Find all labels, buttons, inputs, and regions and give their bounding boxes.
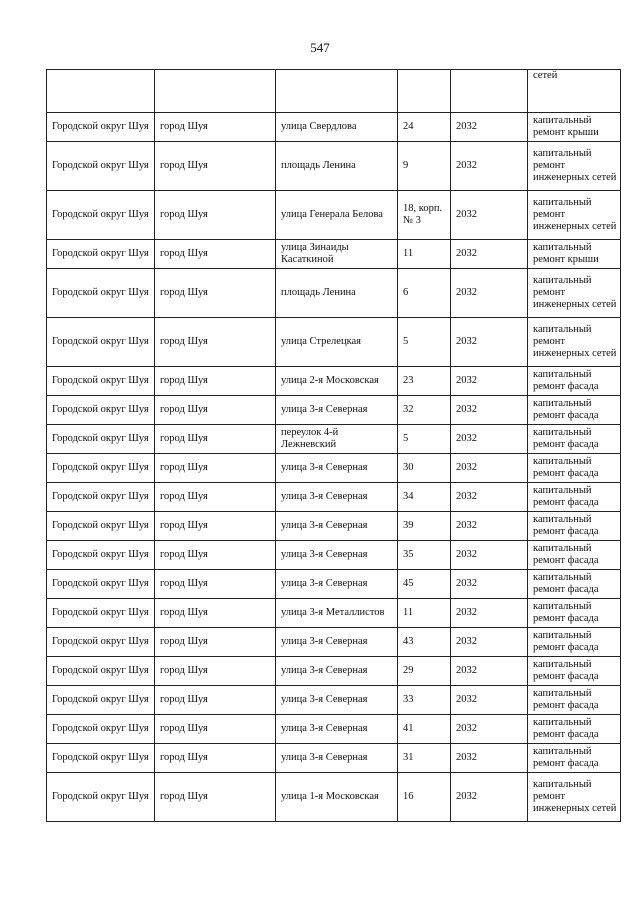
cell-year: 2032 (451, 599, 528, 628)
cell-work-type: капитальный ремонт фасада (528, 628, 621, 657)
cell-municipality: Городской округ Шуя (47, 113, 155, 142)
cell-settlement: город Шуя (155, 318, 276, 367)
cell-street (276, 70, 398, 113)
cell-year: 2032 (451, 657, 528, 686)
cell-work-type: капитальный ремонт инженерных сетей (528, 142, 621, 191)
cell-house: 5 (398, 425, 451, 454)
cell-settlement: город Шуя (155, 113, 276, 142)
cell-house: 9 (398, 142, 451, 191)
cell-work-type: капитальный ремонт фасада (528, 483, 621, 512)
table-row (47, 483, 621, 512)
table-body (47, 70, 621, 822)
cell-municipality: Городской округ Шуя (47, 715, 155, 744)
cell-settlement: город Шуя (155, 483, 276, 512)
cell-settlement: город Шуя (155, 773, 276, 822)
cell-house: 24 (398, 113, 451, 142)
cell-work-type: капитальный ремонт фасада (528, 541, 621, 570)
cell-year: 2032 (451, 425, 528, 454)
table-row (47, 269, 621, 318)
cell-year: 2032 (451, 113, 528, 142)
cell-settlement: город Шуя (155, 599, 276, 628)
cell-settlement: город Шуя (155, 142, 276, 191)
cell-year: 2032 (451, 715, 528, 744)
cell-settlement: город Шуя (155, 744, 276, 773)
table-row (47, 541, 621, 570)
table-row (47, 686, 621, 715)
cell-year: 2032 (451, 142, 528, 191)
cell-house: 45 (398, 570, 451, 599)
cell-municipality: Городской округ Шуя (47, 570, 155, 599)
cell-settlement (155, 70, 276, 113)
table-row (47, 367, 621, 396)
cell-work-type: капитальный ремонт фасада (528, 599, 621, 628)
cell-settlement: город Шуя (155, 240, 276, 269)
cell-municipality: Городской округ Шуя (47, 628, 155, 657)
cell-street: улица 3-я Северная (276, 512, 398, 541)
cell-year: 2032 (451, 773, 528, 822)
cell-year: 2032 (451, 240, 528, 269)
cell-street: улица Генерала Белова (276, 191, 398, 240)
cell-municipality: Городской округ Шуя (47, 599, 155, 628)
cell-house: 5 (398, 318, 451, 367)
cell-work-type: капитальный ремонт фасада (528, 396, 621, 425)
cell-year (451, 70, 528, 113)
cell-street: улица 3-я Северная (276, 570, 398, 599)
cell-municipality: Городской округ Шуя (47, 541, 155, 570)
table-row (47, 396, 621, 425)
cell-street: улица Стрелецкая (276, 318, 398, 367)
table-row (47, 715, 621, 744)
cell-work-type: капитальный ремонт фасада (528, 512, 621, 541)
cell-house: 31 (398, 744, 451, 773)
cell-work-type: капитальный ремонт фасада (528, 570, 621, 599)
cell-year: 2032 (451, 512, 528, 541)
cell-street: улица 3-я Северная (276, 715, 398, 744)
cell-municipality: Городской округ Шуя (47, 483, 155, 512)
cell-house: 29 (398, 657, 451, 686)
table-row (47, 454, 621, 483)
cell-municipality: Городской округ Шуя (47, 512, 155, 541)
cell-year: 2032 (451, 269, 528, 318)
cell-house: 35 (398, 541, 451, 570)
cell-year: 2032 (451, 454, 528, 483)
cell-settlement: город Шуя (155, 657, 276, 686)
table-row (47, 113, 621, 142)
cell-work-type: капитальный ремонт инженерных сетей (528, 191, 621, 240)
cell-street: улица Зинаиды Касаткиной (276, 240, 398, 269)
cell-municipality: Городской округ Шуя (47, 269, 155, 318)
cell-work-type: капитальный ремонт фасада (528, 657, 621, 686)
cell-settlement: город Шуя (155, 686, 276, 715)
cell-house: 6 (398, 269, 451, 318)
cell-work-type: капитальный ремонт инженерных сетей (528, 318, 621, 367)
cell-work-type: капитальный ремонт фасада (528, 686, 621, 715)
cell-work-type: капитальный ремонт фасада (528, 367, 621, 396)
cell-municipality: Городской округ Шуя (47, 318, 155, 367)
cell-street: площадь Ленина (276, 142, 398, 191)
cell-settlement: город Шуя (155, 570, 276, 599)
cell-year: 2032 (451, 318, 528, 367)
table-row (47, 744, 621, 773)
cell-settlement: город Шуя (155, 628, 276, 657)
cell-house: 16 (398, 773, 451, 822)
table-row (47, 599, 621, 628)
cell-house: 39 (398, 512, 451, 541)
table-row (47, 142, 621, 191)
cell-year: 2032 (451, 483, 528, 512)
cell-work-type: капитальный ремонт инженерных сетей (528, 269, 621, 318)
cell-work-type: капитальный ремонт фасада (528, 744, 621, 773)
cell-street: улица 3-я Северная (276, 454, 398, 483)
cell-house: 11 (398, 240, 451, 269)
cell-street: улица Свердлова (276, 113, 398, 142)
cell-work-type: капитальный ремонт крыши (528, 113, 621, 142)
cell-street: улица 3-я Северная (276, 657, 398, 686)
cell-street: улица 3-я Северная (276, 541, 398, 570)
cell-work-type: капитальный ремонт фасада (528, 454, 621, 483)
cell-street: площадь Ленина (276, 269, 398, 318)
cell-settlement: город Шуя (155, 541, 276, 570)
cell-settlement: город Шуя (155, 367, 276, 396)
cell-house: 34 (398, 483, 451, 512)
cell-settlement: город Шуя (155, 425, 276, 454)
cell-year: 2032 (451, 628, 528, 657)
cell-house: 32 (398, 396, 451, 425)
cell-house: 23 (398, 367, 451, 396)
cell-work-type: сетей (528, 70, 621, 113)
page-number: 547 (310, 40, 330, 55)
cell-settlement: город Шуя (155, 396, 276, 425)
cell-street: улица 3-я Северная (276, 628, 398, 657)
cell-house (398, 70, 451, 113)
cell-house: 33 (398, 686, 451, 715)
table-row (47, 570, 621, 599)
cell-work-type: капитальный ремонт инженерных сетей (528, 773, 621, 822)
cell-house: 41 (398, 715, 451, 744)
cell-municipality: Городской округ Шуя (47, 142, 155, 191)
cell-municipality: Городской округ Шуя (47, 396, 155, 425)
cell-house: 30 (398, 454, 451, 483)
table-row (47, 657, 621, 686)
cell-municipality (47, 70, 155, 113)
cell-year: 2032 (451, 541, 528, 570)
table-row (47, 191, 621, 240)
cell-municipality: Городской округ Шуя (47, 191, 155, 240)
cell-house: 18, корп. № 3 (398, 191, 451, 240)
cell-settlement: город Шуя (155, 715, 276, 744)
cell-street: улица 3-я Северная (276, 396, 398, 425)
table-row (47, 512, 621, 541)
cell-year: 2032 (451, 570, 528, 599)
cell-year: 2032 (451, 686, 528, 715)
cell-municipality: Городской округ Шуя (47, 454, 155, 483)
cell-year: 2032 (451, 396, 528, 425)
table-row (47, 318, 621, 367)
table-row (47, 425, 621, 454)
cell-street: улица 3-я Северная (276, 483, 398, 512)
cell-settlement: город Шуя (155, 191, 276, 240)
cell-house: 43 (398, 628, 451, 657)
cell-year: 2032 (451, 367, 528, 396)
cell-work-type: капитальный ремонт фасада (528, 715, 621, 744)
cell-municipality: Городской округ Шуя (47, 240, 155, 269)
cell-municipality: Городской округ Шуя (47, 367, 155, 396)
cell-street: улица 3-я Северная (276, 744, 398, 773)
cell-street: улица 3-я Металлистов (276, 599, 398, 628)
cell-house: 11 (398, 599, 451, 628)
cell-street: переулок 4-й Лежневский (276, 425, 398, 454)
cell-municipality: Городской округ Шуя (47, 657, 155, 686)
table-row-continued (47, 70, 621, 113)
cell-municipality: Городской округ Шуя (47, 773, 155, 822)
cell-work-type: капитальный ремонт фасада (528, 425, 621, 454)
table-row (47, 773, 621, 822)
cell-municipality: Городской округ Шуя (47, 425, 155, 454)
cell-street: улица 2-я Московская (276, 367, 398, 396)
cell-settlement: город Шуя (155, 512, 276, 541)
cell-municipality: Городской округ Шуя (47, 686, 155, 715)
cell-work-type: капитальный ремонт крыши (528, 240, 621, 269)
cell-year: 2032 (451, 744, 528, 773)
cell-municipality: Городской округ Шуя (47, 744, 155, 773)
table-row (47, 628, 621, 657)
table-row (47, 240, 621, 269)
cell-year: 2032 (451, 191, 528, 240)
cell-street: улица 3-я Северная (276, 686, 398, 715)
cell-settlement: город Шуя (155, 454, 276, 483)
program-table (46, 69, 621, 822)
cell-street: улица 1-я Московская (276, 773, 398, 822)
cell-settlement: город Шуя (155, 269, 276, 318)
